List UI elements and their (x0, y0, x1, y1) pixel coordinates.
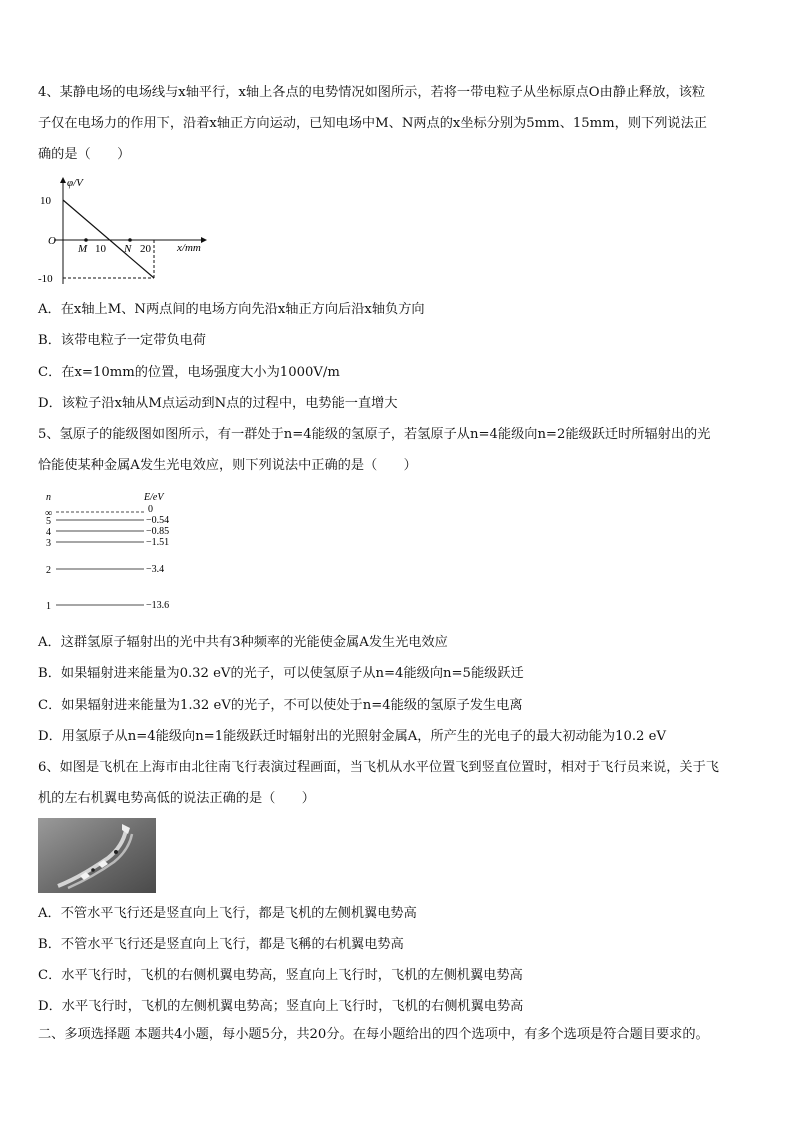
q5-option-b: B．如果辐射进来能量为0.32 eV的光子，可以使氢原子从n=4能级向n=5能级跃迁 (38, 666, 524, 681)
q5-option-c: C．如果辐射进来能量为1.32 eV的光子，不可以使处于n=4能级的氢原子发生电离 (38, 698, 523, 713)
q6-option-b: B．不管水平飞行还是竖直向上飞行，都是飞稱的右机翼电势高 (38, 937, 404, 952)
y-tick-10: 10 (40, 195, 51, 207)
potential-graph (36, 172, 221, 287)
level-5-n: 5 (46, 516, 51, 527)
level-1-n: 1 (46, 601, 51, 612)
q4-option-d: D．该粒子沿x轴从M点运动到N点的过程中，电势能一直增大 (38, 396, 398, 411)
x-tick-20: 20 (140, 243, 151, 255)
energy-level-diagram (42, 488, 182, 613)
level-inf-e: 0 (148, 504, 153, 515)
n-label: N (124, 243, 132, 255)
point-n (128, 238, 132, 242)
potential-line (63, 200, 154, 278)
q5-option-a: A．这群氢原子辐射出的光中共有3种频率的光能使金属A发生光电效应 (38, 635, 448, 650)
origin-label: O (48, 235, 56, 247)
q4-option-a: A．在x轴上M、N两点间的电场方向先沿x轴正方向后沿x轴负方向 (38, 302, 425, 317)
m-label: M (78, 243, 88, 255)
y-axis-label: φ/V (67, 177, 83, 189)
n-header: n (46, 492, 51, 503)
level-5-e: −0.54 (146, 515, 170, 526)
q5-stem-line-2: 恰能使某种金属A发生光电效应，则下列说法中正确的是（ ） (38, 458, 417, 473)
level-3-e: −1.51 (146, 537, 170, 548)
x-tick-10: 10 (95, 243, 106, 255)
q6-option-d: D．水平飞行时，飞机的左侧机翼电势高；竖直向上飞行时，飞机的右侧机翼电势高 (38, 999, 524, 1014)
point-m (84, 238, 88, 242)
q4-option-b: B．该带电粒子一定带负电荷 (38, 333, 206, 348)
level-4-n: 4 (46, 527, 51, 538)
x-axis-label: x/mm (177, 242, 201, 254)
q4-stem-line-2: 子仅在电场力的作用下，沿着x轴正方向运动，已知电场中M、N两点的x坐标分别为5mm、15mm，则下列说法正 (38, 116, 707, 131)
q4-stem-line-3: 确的是（ ） (38, 147, 131, 162)
section-2-heading: 二、多项选择题 本题共4小题，每小题5分，共20分。在每小题给出的四个选项中，有多个选项是符合题目要求的。 (38, 1027, 709, 1042)
e-header: E/eV (144, 492, 164, 503)
level-1-e: −13.6 (146, 600, 170, 611)
level-inf-n: ∞ (45, 508, 53, 519)
q5-option-d: D．用氢原子从n=4能级向n=1能级跃迁时辐射出的光照射金属A，所产生的光电子的最大初动能为10.2 eV (38, 729, 666, 744)
level-4-e: −0.85 (146, 526, 170, 537)
airshow-photo (38, 818, 156, 893)
level-3-n: 3 (46, 538, 51, 549)
q4-stem-line-1: 4、某静电场的电场线与x轴平行，x轴上各点的电势情况如图所示，若将一带电粒子从坐标原点O由静止释放，该粒 (38, 85, 706, 100)
y-tick-neg10: -10 (38, 273, 53, 285)
q6-stem-line-1: 6、如图是飞机在上海市由北往南飞行表演过程画面，当飞机从水平位置飞到竖直位置时，相对于飞行员来说，关于飞 (38, 760, 719, 775)
level-2-n: 2 (46, 565, 51, 576)
q5-stem-line-1: 5、氢原子的能级图如图所示，有一群处于n=4能级的氢原子，若氢原子从n=4能级向n=2能级跃迁时所辐射出的光 (38, 427, 711, 442)
q6-option-a: A．不管水平飞行还是竖直向上飞行，都是飞机的左侧机翼电势高 (38, 906, 417, 921)
q4-option-c: C．在x=10mm的位置，电场强度大小为1000V/m (38, 365, 340, 380)
level-2-e: −3.4 (146, 564, 165, 575)
q6-stem-line-2: 机的左右机翼电势高低的说法正确的是（ ） (38, 791, 315, 806)
q6-option-c: C．水平飞行时，飞机的右侧机翼电势高，竖直向上飞行时，飞机的左侧机翼电势高 (38, 968, 523, 983)
